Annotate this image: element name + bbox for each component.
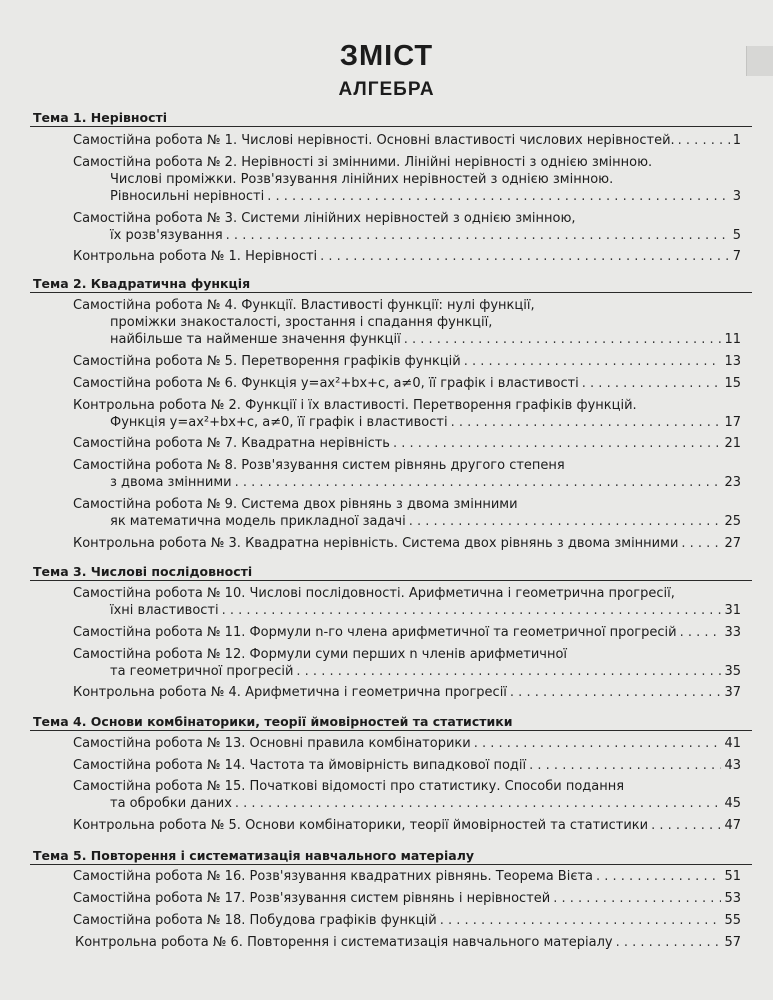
toc-entry[interactable] <box>110 514 741 532</box>
toc-entry[interactable] <box>73 891 741 909</box>
toc-entry-title: найбільше та найменше значення функції <box>110 332 401 347</box>
leader-dots <box>226 228 730 243</box>
leader-dots <box>235 796 722 811</box>
toc-entry[interactable] <box>110 189 741 207</box>
toc-entry-page: 51 <box>724 869 741 884</box>
toc-entry-title: Рівносильні нерівності <box>110 189 265 204</box>
section-title: АЛГЕБРА <box>338 79 435 100</box>
toc-entry-title: Самостійна робота № 14. Частота та ймовірність випадкової події <box>73 758 527 773</box>
leader-dots <box>474 736 722 751</box>
toc-entry-title[interactable]: Самостійна робота № 12. Формули суми перших n членів арифметичної <box>73 647 568 662</box>
leader-dots <box>681 536 721 551</box>
leader-dots <box>393 436 721 451</box>
toc-entry-page: 45 <box>724 796 741 811</box>
toc-entry[interactable] <box>73 913 741 931</box>
leader-dots <box>222 603 722 618</box>
toc-entry-title: Самостійна робота № 13. Основні правила комбінаторики <box>73 736 471 751</box>
toc-entry-page: 37 <box>724 685 741 700</box>
toc-entry-page: 53 <box>724 891 741 906</box>
leader-dots <box>680 625 722 640</box>
toc-entry-page: 11 <box>724 332 741 347</box>
toc-entry-title: Самостійна робота № 1. Числові нерівності. Основні властивості числових нерівностей. <box>73 133 675 148</box>
toc-entry-page: 35 <box>724 664 741 679</box>
toc-entry-title[interactable]: Самостійна робота № 9. Система двох рівнянь з двома змінними <box>73 497 518 512</box>
toc-entry-title: Контрольна робота № 4. Арифметична і геометрична прогресії <box>73 685 507 700</box>
toc-entry-title: їхні властивості <box>110 603 219 618</box>
toc-entry[interactable] <box>110 603 741 621</box>
toc-entry-page: 43 <box>724 758 741 773</box>
toc-entry-title: з двома змінними <box>110 475 232 490</box>
toc-entry-title: їх розв'язування <box>110 228 223 243</box>
toc-entry-title: Самостійна робота № 18. Побудова графіків функцій <box>73 913 437 928</box>
toc-entry-title: та обробки даних <box>110 796 232 811</box>
toc-entry[interactable] <box>75 935 741 953</box>
toc-entry[interactable] <box>73 758 741 776</box>
toc-entry-page: 15 <box>724 376 741 391</box>
toc-entry[interactable] <box>73 376 741 394</box>
toc-entry-page: 55 <box>724 913 741 928</box>
toc-entry[interactable] <box>110 796 741 814</box>
toc-entry-page: 7 <box>732 249 741 264</box>
leader-dots <box>267 189 730 204</box>
toc-entry[interactable] <box>110 664 741 682</box>
toc-entry-page: 17 <box>724 415 741 430</box>
toc-entry-page: 3 <box>732 189 741 204</box>
leader-dots <box>409 514 722 529</box>
topic-heading: Тема 5. Повторення і систематизація навчального матеріалу <box>33 848 474 863</box>
toc-entry-page: 23 <box>724 475 741 490</box>
toc-entry-title: Контрольна робота № 1. Нерівності <box>73 249 318 264</box>
toc-entry-page: 5 <box>732 228 741 243</box>
divider <box>30 580 752 581</box>
toc-entry-title: Самостійна робота № 11. Формули n-го члена арифметичної та геометричної прогресій <box>73 625 677 640</box>
toc-entry-title[interactable]: Числові проміжки. Розв'язування лінійних нерівностей з однією змінною. <box>110 172 614 187</box>
toc-entry[interactable] <box>73 818 741 836</box>
leader-dots <box>596 869 721 884</box>
leader-dots <box>510 685 722 700</box>
toc-entry[interactable] <box>73 354 741 372</box>
topic-heading: Тема 2. Квадратична функція <box>33 276 251 291</box>
toc-entry-title: Контрольна робота № 3. Квадратна нерівність. Система двох рівнянь з двома змінними <box>73 536 679 551</box>
divider <box>30 292 752 293</box>
toc-entry[interactable] <box>73 536 741 554</box>
toc-entry-title[interactable]: проміжки знакосталості, зростання і спадання функції, <box>110 315 493 330</box>
toc-entry-page: 41 <box>724 736 741 751</box>
toc-entry-title: Самостійна робота № 16. Розв'язування квадратних рівнянь. Теорема Вієта <box>73 869 593 884</box>
toc-entry[interactable] <box>110 332 741 350</box>
toc-entry-title[interactable]: Самостійна робота № 15. Початкові відомості про статистику. Способи подання <box>73 779 625 794</box>
toc-entry-title: Контрольна робота № 6. Повторення і систематизація навчального матеріалу <box>75 935 613 950</box>
toc-entry-page: 1 <box>732 133 741 148</box>
leader-dots <box>616 935 722 950</box>
toc-entry-page: 57 <box>724 935 741 950</box>
topic-heading: Тема 1. Нерівності <box>33 110 168 125</box>
toc-entry[interactable] <box>73 736 741 754</box>
leader-dots <box>651 818 721 833</box>
topic-heading: Тема 3. Числові послідовності <box>33 564 253 579</box>
toc-entry[interactable] <box>110 228 741 246</box>
toc-entry-page: 27 <box>724 536 741 551</box>
toc-entry-title: Самостійна робота № 5. Перетворення графіків функцій <box>73 354 461 369</box>
toc-entry[interactable] <box>73 249 741 267</box>
leader-dots <box>404 332 722 347</box>
leader-dots <box>464 354 722 369</box>
toc-entry[interactable] <box>73 133 741 151</box>
toc-entry-title: та геометричної прогресій <box>110 664 294 679</box>
toc-entry-page: 31 <box>724 603 741 618</box>
divider <box>30 864 752 865</box>
toc-entry-title[interactable]: Самостійна робота № 8. Розв'язування систем рівнянь другого степеня <box>73 458 565 473</box>
topic-heading: Тема 4. Основи комбінаторики, теорії ймовірностей та статистики <box>33 714 513 729</box>
leader-dots <box>529 758 721 773</box>
toc-entry[interactable] <box>110 475 741 493</box>
page-title: ЗМІСТ <box>339 40 434 72</box>
toc-entry[interactable] <box>73 685 741 703</box>
toc-entry-title[interactable]: Самостійна робота № 4. Функції. Властивості функції: нулі функції, <box>73 298 535 313</box>
toc-entry-title[interactable]: Контрольна робота № 2. Функції і їх властивості. Перетворення графіків функцій. <box>73 398 637 413</box>
toc-entry-title: Самостійна робота № 17. Розв'язування систем рівнянь і нерівностей <box>73 891 551 906</box>
toc-entry[interactable] <box>73 625 741 643</box>
toc-entry-page: 47 <box>724 818 741 833</box>
toc-entry-title: Самостійна робота № 6. Функція y=ax²+bx+c, a≠0, її графік і властивості <box>73 376 579 391</box>
toc-entry[interactable] <box>73 869 741 887</box>
toc-entry-title: Функція y=ax²+bx+c, a≠0, її графік і властивості <box>110 415 448 430</box>
toc-entry-title: Самостійна робота № 7. Квадратна нерівність <box>73 436 390 451</box>
toc-entry-page: 33 <box>724 625 741 640</box>
toc-entry-title[interactable]: Самостійна робота № 10. Числові послідовності. Арифметична і геометрична прогресії, <box>73 586 675 601</box>
toc-entry-page: 13 <box>724 354 741 369</box>
toc-entry-title[interactable]: Самостійна робота № 2. Нерівності зі змінними. Лінійні нерівності з однією змінною. <box>73 155 653 170</box>
toc-entry-title[interactable]: Самостійна робота № 3. Системи лінійних нерівностей з однією змінною, <box>73 211 576 226</box>
leader-dots <box>451 415 722 430</box>
toc-entry-page: 21 <box>724 436 741 451</box>
leader-dots <box>582 376 722 391</box>
toc-entry[interactable] <box>110 415 741 433</box>
toc-entry-title: Контрольна робота № 5. Основи комбінаторики, теорії ймовірностей та статистики <box>73 818 649 833</box>
leader-dots <box>235 475 722 490</box>
divider <box>30 126 752 127</box>
leader-dots <box>440 913 722 928</box>
toc-entry-title: як математична модель прикладної задачі <box>110 514 406 529</box>
leader-dots <box>553 891 721 906</box>
leader-dots <box>678 133 730 148</box>
toc-entry-page: 25 <box>724 514 741 529</box>
leader-dots <box>296 664 721 679</box>
divider <box>30 730 752 731</box>
toc-entry[interactable] <box>73 436 741 454</box>
leader-dots <box>320 249 730 264</box>
